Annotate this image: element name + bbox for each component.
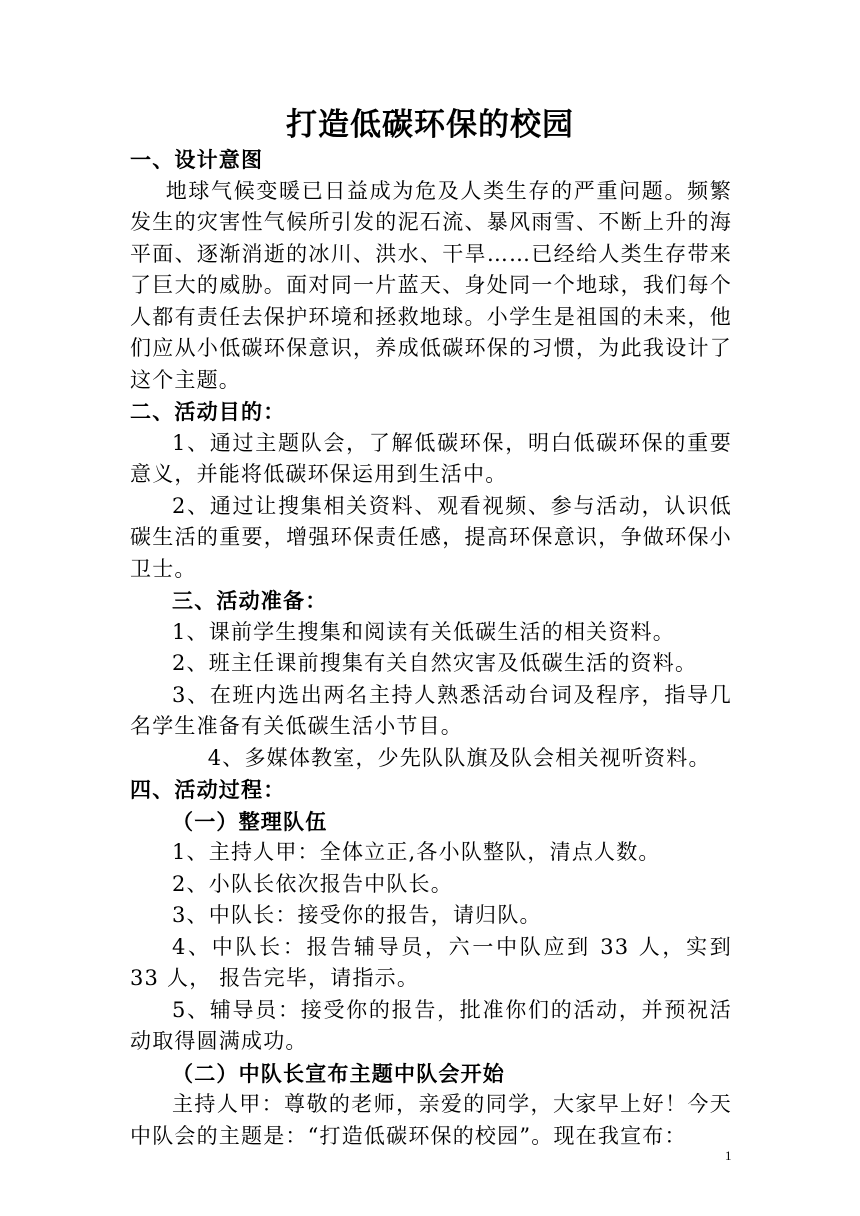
paragraph: 4、中队长：报告辅导员，六一中队应到 33 人，实到 33 人， 报告完毕，请指示。 — [130, 934, 732, 990]
paragraph: 主持人甲：尊敬的老师，亲爱的同学，大家早上好！今天中队会的主题是：“打造低碳环保的校园”。现在我宣布： — [130, 1092, 732, 1148]
page-number: 1 — [725, 1148, 732, 1163]
section-heading-design-intent: 一、设计意图 — [130, 147, 264, 172]
document-title: 打造低碳环保的校园 — [286, 107, 574, 143]
paragraph: 5、辅导员：接受你的报告，批准你们的活动，并预祝活动取得圆满成功。 — [130, 997, 732, 1053]
paragraph: 1、通过主题队会，了解低碳环保，明白低碳环保的重要意义，并能将低碳环保运用到生活中。 — [130, 430, 732, 486]
subsection-heading-meeting-start: （二）中队长宣布主题中队会开始 — [172, 1060, 505, 1086]
paragraph: 3、在班内选出两名主持人熟悉活动台词及程序，指导几名学生准备有关低碳生活小节目。 — [130, 682, 732, 738]
paragraph: 3、中队长：接受你的报告，请归队。 — [172, 903, 542, 927]
section-heading-activity-preparation: 三、活动准备： — [172, 588, 328, 613]
document-body — [130, 144, 732, 1152]
paragraph: 2、班主任课前搜集有关自然灾害及低碳生活的资料。 — [172, 651, 698, 675]
paragraph: 地球气候变暖已日益成为危及人类生存的严重问题。频繁发生的灾害性气候所引发的泥石流、暴风雨雪、不断上升的海平面、逐渐消逝的冰川、洪水、干旱……已经给人类生存带来了巨大的威胁。面对同一片蓝天、身处同一个地球，我们每个人都有责任去保护环境和拯救地球。小学生是祖国的未来，他们应从小低碳环保意识，养成低碳环保的习惯，为此我设计了这个主题。 — [130, 178, 732, 392]
paragraph: 1、主持人甲：全体立正,各小队整队，清点人数。 — [172, 840, 661, 864]
paragraph: 2、小队长依次报告中队长。 — [172, 871, 453, 896]
section-heading-activity-purpose: 二、活动目的： — [130, 399, 286, 424]
subsection-heading-organize-team: （一）整理队伍 — [172, 808, 328, 834]
section-heading-activity-process: 四、活动过程： — [130, 777, 286, 802]
paragraph: 1、课前学生搜集和阅读有关低碳生活的相关资料。 — [172, 619, 675, 644]
paragraph: 2、通过让搜集相关资料、观看视频、参与活动，认识低碳生活的重要，增强环保责任感，提高环保意识，争做环保小卫士。 — [130, 493, 732, 581]
paragraph: 4、多媒体教室，少先队队旗及队会相关视听资料。 — [207, 745, 711, 770]
